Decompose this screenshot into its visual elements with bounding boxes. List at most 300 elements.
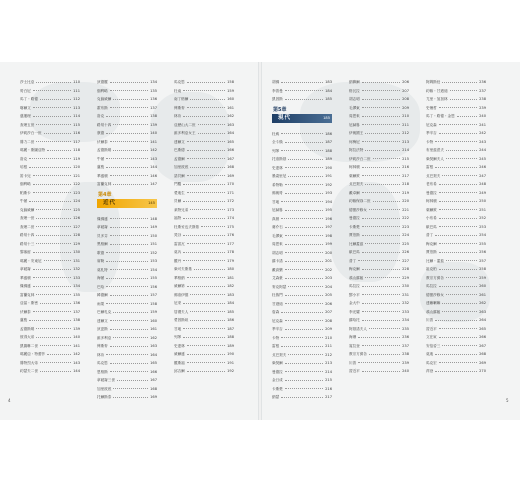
toc-entry [174,265,234,274]
toc-entry-name: 胡志明 [272,250,283,255]
toc-entry-page: 162 [227,114,234,118]
toc-entry-page: 156 [150,284,157,289]
toc-leader-dots [362,226,400,227]
toc-entry-name: 普丁 [426,233,434,237]
toc-entry-page: 269 [479,360,486,365]
toc-entry-name: 毛澤東 [349,105,360,110]
toc-leader-dots [285,184,323,185]
toc-entry-name: 翁山蘇姬 [349,275,364,280]
toc-leader-dots [362,82,400,83]
toc-leader-dots [362,235,400,236]
toc-entry-page: 237 [479,88,486,93]
toc-entry [426,367,486,376]
toc-leader-dots [358,260,400,261]
toc-entry-name: 約翰保祿二世 [349,199,371,203]
toc-entry-name: 南丁格爾 [174,97,189,101]
toc-leader-dots [285,227,323,228]
toc-entry-page: 267 [479,343,486,348]
toc-entry [20,146,80,155]
toc-entry-page: 183 [325,80,332,84]
toc-entry-name: 川普 [349,360,357,365]
toc-entry-page: 192 [227,369,234,373]
chapter-5-heading [272,106,332,128]
toc-entry [97,172,157,181]
toc-leader-dots [198,133,226,134]
toc-entry-page: 173 [227,207,234,212]
toc-entry-name: 恩格斯 [97,369,108,374]
toc-entry-page: 120 [73,165,80,169]
toc-entry [426,155,486,164]
toc-entry-name: 路易十三 [20,241,35,246]
toc-entry-page: 210 [402,114,409,118]
toc-entry-name: 甘地 [272,199,280,204]
toc-entry-page: 232 [402,301,409,305]
toc-entry-page: 211 [325,344,332,348]
toc-entry [97,121,157,130]
toc-column-1 [20,78,80,376]
toc-entry-name: 尼采 [174,301,182,305]
toc-entry [349,197,409,206]
toc-leader-dots [439,337,477,338]
toc-entry [426,231,486,240]
toc-entry [349,129,409,138]
toc-leader-dots [358,337,400,338]
toc-entry-name: 伏爾泰 [97,139,108,144]
toc-leader-dots [113,184,148,185]
toc-entry-name: 馬克宏 [426,360,437,365]
toc-entry-page: 147 [150,182,157,186]
toc-entry [349,308,409,317]
toc-entry-page: 163 [227,122,234,127]
toc-leader-dots [442,303,477,304]
toc-entry-page: 136 [73,301,80,305]
toc-entry [20,240,80,249]
toc-entry-name: 愛因斯坦 [174,318,189,322]
toc-entry-name: 李普曼 [272,88,283,93]
toc-leader-dots [33,192,71,193]
toc-entry-name: 毛澤東 [272,233,283,238]
toc-entry [174,129,234,138]
toc-entry [272,274,332,283]
toc-entry-name: 歐巴馬 [426,224,437,229]
toc-entry-page: 206 [325,301,332,306]
toc-entry-name: 翁山蘇姬 [426,309,441,314]
toc-entry-page: 139 [150,122,157,127]
toc-entry-page: 182 [227,284,234,288]
toc-leader-dots [190,294,225,295]
toc-entry-name: 孟德爾 [174,156,185,161]
toc-leader-dots [450,99,478,100]
toc-column-6 [426,78,486,376]
toc-leader-dots [29,167,71,168]
toc-leader-dots [439,226,477,227]
toc-entry [272,283,332,292]
toc-entry [426,172,486,181]
toc-entry [20,257,80,266]
toc-entry-name: 比爾・蓋茲 [426,258,444,263]
toc-entry-page: 151 [150,242,157,246]
toc-entry [426,350,486,359]
toc-entry [174,367,234,376]
toc-entry-name: 葉爾欽 [349,173,360,178]
toc-entry-page: 180 [227,267,234,271]
toc-entry-name: 史達林 [174,343,185,348]
toc-leader-dots [285,193,323,194]
toc-entry [349,265,409,274]
toc-entry-name: 列寧 [272,148,280,153]
toc-entry-name: 金日成 [272,378,283,382]
toc-entry-name: 孟德斯鳩 [97,148,112,152]
toc-leader-dots [435,235,477,236]
toc-entry [174,172,234,181]
toc-entry [349,95,409,104]
toc-entry-page: 248 [479,182,486,186]
toc-leader-dots [365,150,400,151]
toc-entry-page: 178 [227,250,234,254]
toc-entry-page: 239 [479,105,486,110]
toc-entry-page: 171 [227,190,234,195]
toc-entry [174,189,234,198]
toc-entry-page: 213 [402,139,409,144]
toc-entry-name: 艾森豪 [272,276,283,280]
toc-entry-page: 165 [150,361,157,365]
toc-entry-name: 俾斯麥 [174,105,185,110]
toc-entry-page: 264 [479,318,486,322]
toc-entry-page: 235 [402,326,409,331]
toc-leader-dots [183,328,225,329]
toc-leader-dots [36,337,71,338]
toc-entry [349,333,409,342]
toc-entry [97,87,157,96]
toc-leader-dots [285,380,323,381]
toc-leader-dots [281,218,323,219]
toc-leader-dots [187,82,225,83]
toc-entry [174,104,234,113]
toc-entry [272,317,332,326]
toc-entry [272,325,332,334]
toc-entry-name: 墨索里尼 [272,174,287,178]
toc-entry-page: 252 [479,216,486,220]
toc-entry-name: 卡斯楚 [349,224,360,229]
toc-entry [174,78,234,87]
toc-entry [174,308,234,317]
toc-entry [349,316,409,325]
toc-entry-name: 瑪麗亞・特蕾莎 [20,352,46,356]
toc-entry-page: 159 [227,88,234,93]
toc-leader-dots [36,235,71,236]
toc-entry [272,385,332,394]
toc-entry-name: 尼赫魯 [349,122,360,127]
toc-entry [426,163,486,172]
toc-entry-name: 阿拉法特 [349,148,364,152]
toc-entry-name: 海珊 [349,335,357,339]
toc-entry-page: 242 [479,131,486,135]
toc-leader-dots [187,243,225,244]
toc-entry-name: 托洛斯基 [272,157,287,161]
toc-entry-page: 214 [402,148,409,152]
toc-entry-page: 262 [479,301,486,305]
toc-entry [20,129,80,138]
toc-leader-dots [365,184,400,185]
toc-entry-page: 202 [325,267,332,272]
toc-entry [349,121,409,130]
toc-leader-dots [362,124,400,125]
toc-leader-dots [362,252,400,253]
toc-entry [174,359,234,368]
toc-entry-name: 加里波底 [97,386,112,391]
toc-entry [174,325,234,334]
toc-entry [349,359,409,368]
toc-entry-page: 197 [325,225,332,229]
toc-entry-page: 164 [150,352,157,357]
toc-leader-dots [190,311,225,312]
toc-entry-name: 拿破崙 [97,225,108,229]
toc-entry [97,291,157,300]
toc-leader-dots [40,371,71,372]
toc-entry-page: 129 [73,241,80,246]
toc-leader-dots [439,269,477,270]
toc-column-4 [272,78,332,402]
toc-leader-dots [439,286,477,287]
toc-entry-name: 韓德爾 [97,293,108,297]
toc-leader-dots [106,158,148,159]
chapter-5-title: 現代 [278,114,292,121]
toc-entry-page: 190 [227,352,234,356]
toc-entry-name: 賈伯斯 [426,250,437,254]
toc-entry [174,342,234,351]
toc-leader-dots [110,320,148,321]
toc-entry-name: 達爾文 [97,318,108,323]
toc-leader-dots [446,260,477,261]
toc-entry [97,393,157,402]
toc-entry [97,334,157,343]
toc-entry-page: 174 [227,216,234,220]
toc-leader-dots [281,397,323,398]
toc-leader-dots [439,201,477,202]
toc-entry [272,164,332,173]
toc-entry-page: 187 [325,140,332,144]
toc-entry-page: 258 [479,267,486,271]
toc-entry-name: 馬克思 [97,361,108,365]
toc-entry-page: 216 [325,386,332,391]
toc-entry-name: 門羅 [174,182,182,186]
toc-entry-name: 托爾斯泰 [97,395,112,399]
toc-entry [20,265,80,274]
toc-entry-page: 144 [73,369,80,373]
toc-entry-page: 179 [227,258,234,263]
toc-entry-name: 黎塞留 [20,250,31,254]
toc-entry-page: 253 [479,224,486,229]
toc-entry-name: 老布希 [426,182,437,186]
toc-entry-page: 128 [73,233,80,237]
toc-entry [426,342,486,351]
toc-entry-name: 約瑟夫二世 [20,369,38,373]
toc-entry-name: 柯林頓 [426,199,437,203]
toc-entry-name: 胡佛 [272,80,280,84]
toc-entry [272,223,332,232]
toc-leader-dots [183,201,225,202]
toc-entry-name: 瑪麗・斯圖亞特 [20,148,46,152]
toc-leader-dots [113,124,148,125]
toc-leader-dots [187,371,225,372]
toc-entry [20,138,80,147]
toc-entry [20,231,80,240]
toc-entry-name: 杜斯妥也夫斯基 [174,224,200,229]
toc-entry [272,291,332,300]
toc-entry-name: 柴可夫斯基 [174,267,192,271]
toc-entry [20,197,80,206]
toc-entry-name: 傑佛遜 [20,284,31,288]
chapter-5-badge: 第5章 [273,106,287,113]
toc-entry [20,359,80,368]
toc-leader-dots [190,320,225,321]
toc-entry [174,163,234,172]
toc-entry-page: 169 [150,395,157,399]
toc-entry [349,240,409,249]
toc-entry-name: 約翰・甘迺迪 [426,88,448,93]
toc-entry-page: 234 [402,318,409,322]
toc-leader-dots [285,269,323,270]
toc-entry-name: 曼德拉 [272,369,283,374]
toc-entry [20,367,80,376]
toc-entry [174,112,234,121]
toc-entry [426,223,486,232]
toc-entry-page: 195 [325,208,332,212]
toc-entry-page: 143 [73,360,80,365]
toc-entry [426,240,486,249]
toc-entry-page: 133 [73,275,80,280]
toc-entry-page: 131 [73,258,80,263]
toc-entry [20,223,80,232]
toc-entry-page: 155 [150,276,157,280]
toc-entry-page: 175 [227,224,234,229]
toc-entry [97,232,157,241]
toc-leader-dots [281,201,323,202]
toc-entry-page: 168 [150,386,157,391]
toc-entry-name: 賈伯斯 [349,233,360,237]
toc-leader-dots [33,277,71,278]
toc-entry [20,350,80,359]
toc-entry-name: 金大中 [349,301,360,305]
toc-entry-name: 梵谷 [174,233,182,237]
toc-entry [97,308,157,317]
toc-entry-page: 186 [227,318,234,322]
toc-entry-page: 123 [73,190,80,195]
toc-leader-dots [439,328,477,329]
toc-entry-page: 167 [227,156,234,161]
toc-entry [272,249,332,258]
toc-entry-page: 212 [402,131,409,135]
toc-entry-page: 246 [479,165,486,169]
toc-leader-dots [442,175,477,176]
toc-entry-page: 146 [150,173,157,178]
toc-entry-page: 122 [73,182,80,186]
toc-entry [426,308,486,317]
toc-entry [97,368,157,377]
toc-entry-name: 雷根 [426,165,434,169]
toc-entry [349,231,409,240]
toc-entry-name: 笛卡兒 [20,173,31,178]
toc-entry-name: 盧梭 [97,165,105,169]
toc-entry-name: 尼克森 [426,122,437,127]
toc-entry-name: 伊朗國王 [349,131,364,135]
toc-entry-page: 261 [479,292,486,297]
toc-entry [97,129,157,138]
toc-leader-dots [36,294,71,295]
toc-entry [349,248,409,257]
toc-leader-dots [439,243,477,244]
toc-leader-dots [113,388,148,389]
toc-entry-name: 佛洛伊德 [174,292,189,297]
toc-leader-dots [362,371,400,372]
toc-leader-dots [36,328,71,329]
toc-leader-dots [106,116,148,117]
toc-entry-page: 188 [227,335,234,339]
toc-leader-dots [113,337,148,338]
toc-leader-dots [285,371,323,372]
toc-leader-dots [44,133,72,134]
toc-entry-name: 李光耀 [349,309,360,314]
toc-entry [174,206,234,215]
toc-entry [272,198,332,207]
toc-leader-dots [29,158,71,159]
toc-entry-name: 史懷哲 [426,105,437,110]
toc-entry-page: 207 [402,88,409,93]
toc-entry [20,172,80,181]
toc-entry [97,180,157,189]
toc-entry-page: 124 [73,199,80,203]
toc-entry-name: 海頓 [97,276,105,280]
toc-entry-page: 259 [479,275,486,280]
toc-entry-page: 268 [479,352,486,356]
toc-entry-name: 伊莉莎白一世 [20,131,42,135]
toc-leader-dots [285,210,323,211]
toc-entry-page: 166 [227,148,234,152]
toc-entry-name: 克倫威爾 [97,97,112,101]
toc-entry-name: 霍布斯 [97,105,108,110]
toc-entry-name: 拜登 [426,369,434,373]
toc-leader-dots [435,354,477,355]
toc-entry [20,333,80,342]
toc-column-2 [97,78,157,402]
toc-leader-dots [113,150,148,151]
toc-leader-dots [285,252,323,253]
toc-entry-page: 225 [402,241,409,246]
toc-entry-page: 270 [479,369,486,373]
toc-leader-dots [285,142,323,143]
toc-entry-page: 243 [479,139,486,144]
toc-entry-name: 伽利略 [20,182,31,186]
toc-entry-name: 周恩來 [349,114,360,118]
toc-entry-page: 265 [479,326,486,331]
toc-entry-name: 馬克思 [174,80,185,84]
toc-entry-name: 馬丁・路德・金恩 [426,114,455,118]
toc-entry-page: 217 [325,395,332,399]
toc-entry-name: 凱因斯 [272,97,283,101]
toc-entry-page: 134 [73,284,80,288]
toc-entry [97,376,157,385]
toc-entry-page: 220 [402,199,409,203]
toc-leader-dots [362,175,400,176]
toc-entry-name: 歌德 [97,250,105,255]
toc-entry [426,197,486,206]
toc-entry [20,163,80,172]
page-gutter [258,62,262,420]
toc-leader-dots [110,227,148,228]
toc-entry [174,274,234,283]
toc-entry-name: 諾貝爾 [174,173,185,178]
toc-leader-dots [435,141,477,142]
